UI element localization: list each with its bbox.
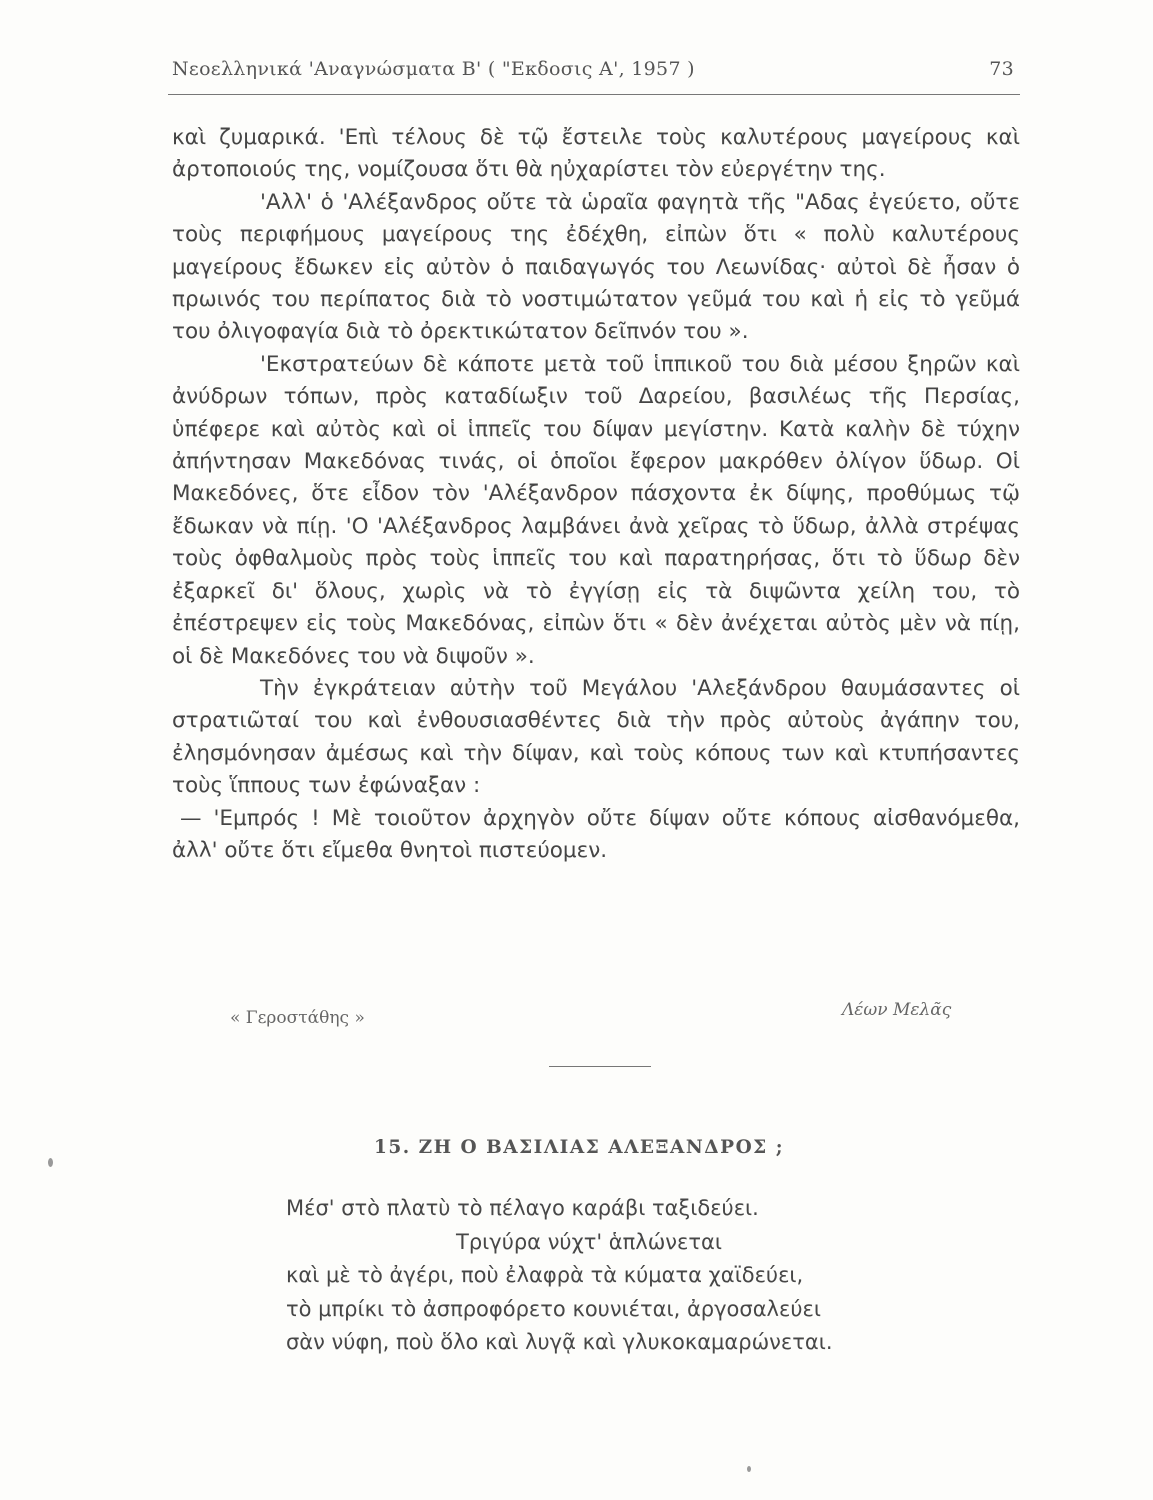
header-rule [168,94,1020,95]
paragraph-3: 'Εκστρατεύων δὲ κάποτε μετὰ τοῦ ἱππικοῦ του διὰ μέσου ξηρῶν καὶ ἀνύδρων τόπων, πρὸς καταδίωξιν τοῦ Δαρείου, βασιλέως τῆς Περσίας, ὑπέφερε καὶ αὐτὸς καὶ οἱ ἱππεῖς του δίψαν μεγίστην. Κατὰ καλὴν δὲ τύχην ἀπήντησαν Μακεδόνας τινάς, οἱ ὁποῖοι ἔφερον μακρόθεν ὀλίγον ὕδωρ. Οἱ Μακεδόνες, ὅτε εἶδον τὸν 'Αλέξανδρον πάσχοντα ἐκ δίψης, προθύμως τῷ ἔδωκαν νὰ πίῃ. 'Ο 'Αλέξανδρος λαμβάνει ἀνὰ χεῖρας τὸ ὕδωρ, ἀλλὰ στρέψας τοὺς ὀφθαλμοὺς πρὸς τοὺς ἱππεῖς του καὶ παρατηρήσας, ὅτι τὸ ὕδωρ δὲν ἐξαρκεῖ δι' ὅλους, χωρὶς νὰ τὸ ἐγγίσῃ εἰς τὰ διψῶντα χείλη του, τὸ ἐπέστρεψεν εἰς τοὺς Μακεδόνας, εἰπὼν ὅτι « δὲν ἀνέχεται αὐτὸς μὲν νὰ πίῃ, οἱ δὲ Μακεδόνες του νὰ διψοῦν ». [172,351,1020,669]
scan-speck [48,1158,53,1167]
running-header [172,58,1020,80]
poem-line-4: τὸ μπρίκι τὸ ἀσπροφόρετο κουνιέται, ἀργοσαλεύει [286,1296,821,1321]
paragraph-4: Τὴν ἐγκράτειαν αὐτὴν τοῦ Μεγάλου 'Αλεξάνδρου θαυμάσαντες οἱ στρατιῶταί του καὶ ἐνθουσιασθέντες διὰ τὴν πρὸς αὐτοὺς ἀγάπην του, ἐλησμόνησαν ἀμέσως καὶ τὴν δίψαν, καὶ τοὺς κόπους των καὶ κτυπήσαντες τοὺς ἵππους των ἐφώναξαν : [172,675,1020,799]
page-number: 73 [989,58,1014,80]
poem-line-2: Τριγύρα νύχτ' ἁπλώνεται [456,1229,722,1254]
poem-line-5: σὰν νύφη, ποὺ ὅλο καὶ λυγᾷ καὶ γλυκοκαμαρώνεται. [286,1330,833,1354]
paragraph-1: καὶ ζυμαρικά. 'Επὶ τέλους δὲ τῷ ἔστειλε τοὺς καλυτέρους μαγείρους καὶ ἀρτοποιούς της, νομίζουσα ὅτι θὰ ηὐχαρίστει τὸν εὐεργέτην της. [172,125,1020,183]
author-name: Λέων Μελᾶς [842,1000,952,1020]
poem-line-3: καὶ μὲ τὸ ἀγέρι, ποὺ ἐλαφρὰ τὰ κύματα χαϊδεύει, [286,1263,804,1287]
poem [286,1192,833,1360]
source-citation: « Γεροστάθης » [230,1008,365,1028]
paragraph-5: — 'Εμπρός ! Μὲ τοιοῦτον ἀρχηγὸν οὔτε δίψαν οὔτε κόπους αἰσθανόμεθα, ἀλλ' οὔτε ὅτι εἴμεθα θνητοὶ πιστεύομεν. [172,805,1020,863]
prose-text [172,122,1020,867]
running-title: Νεοελληνικά 'Αναγνώσματα Β' ( "Εκδοσις Α', 1957 ) [172,58,695,80]
section-separator [549,1066,651,1067]
paragraph-2: 'Αλλ' ὁ 'Αλέξανδρος οὔτε τὰ ὡραῖα φαγητὰ τῆς "Αδας ἐγεύετο, οὔτε τοὺς περιφήμους μαγείρους της ἐδέχθη, εἰπὼν ὅτι « πολὺ καλυτέρους μαγείρους ἔδωκεν εἰς αὐτὸν ὁ παιδαγωγός του Λεωνίδας· αὐτοὶ δὲ ἦσαν ὁ πρωινός του περίπατος διὰ τὸ νοστιμώτατον γεῦμά του καὶ ἡ εἰς τὸ γεῦμά του ὀλιγοφαγία διὰ τὸ ὀρεκτικώτατον δεῖπνόν του ». [172,189,1020,345]
poem-title: 15. ΖΗ Ο ΒΑΣΙΛΙΑΣ ΑΛΕΞΑΝΔΡΟΣ ; [374,1137,785,1158]
scan-speck [747,1466,751,1472]
poem-line-1: Μέσ' στὸ πλατὺ τὸ πέλαγο καράβι ταξιδεύει. [286,1196,759,1220]
